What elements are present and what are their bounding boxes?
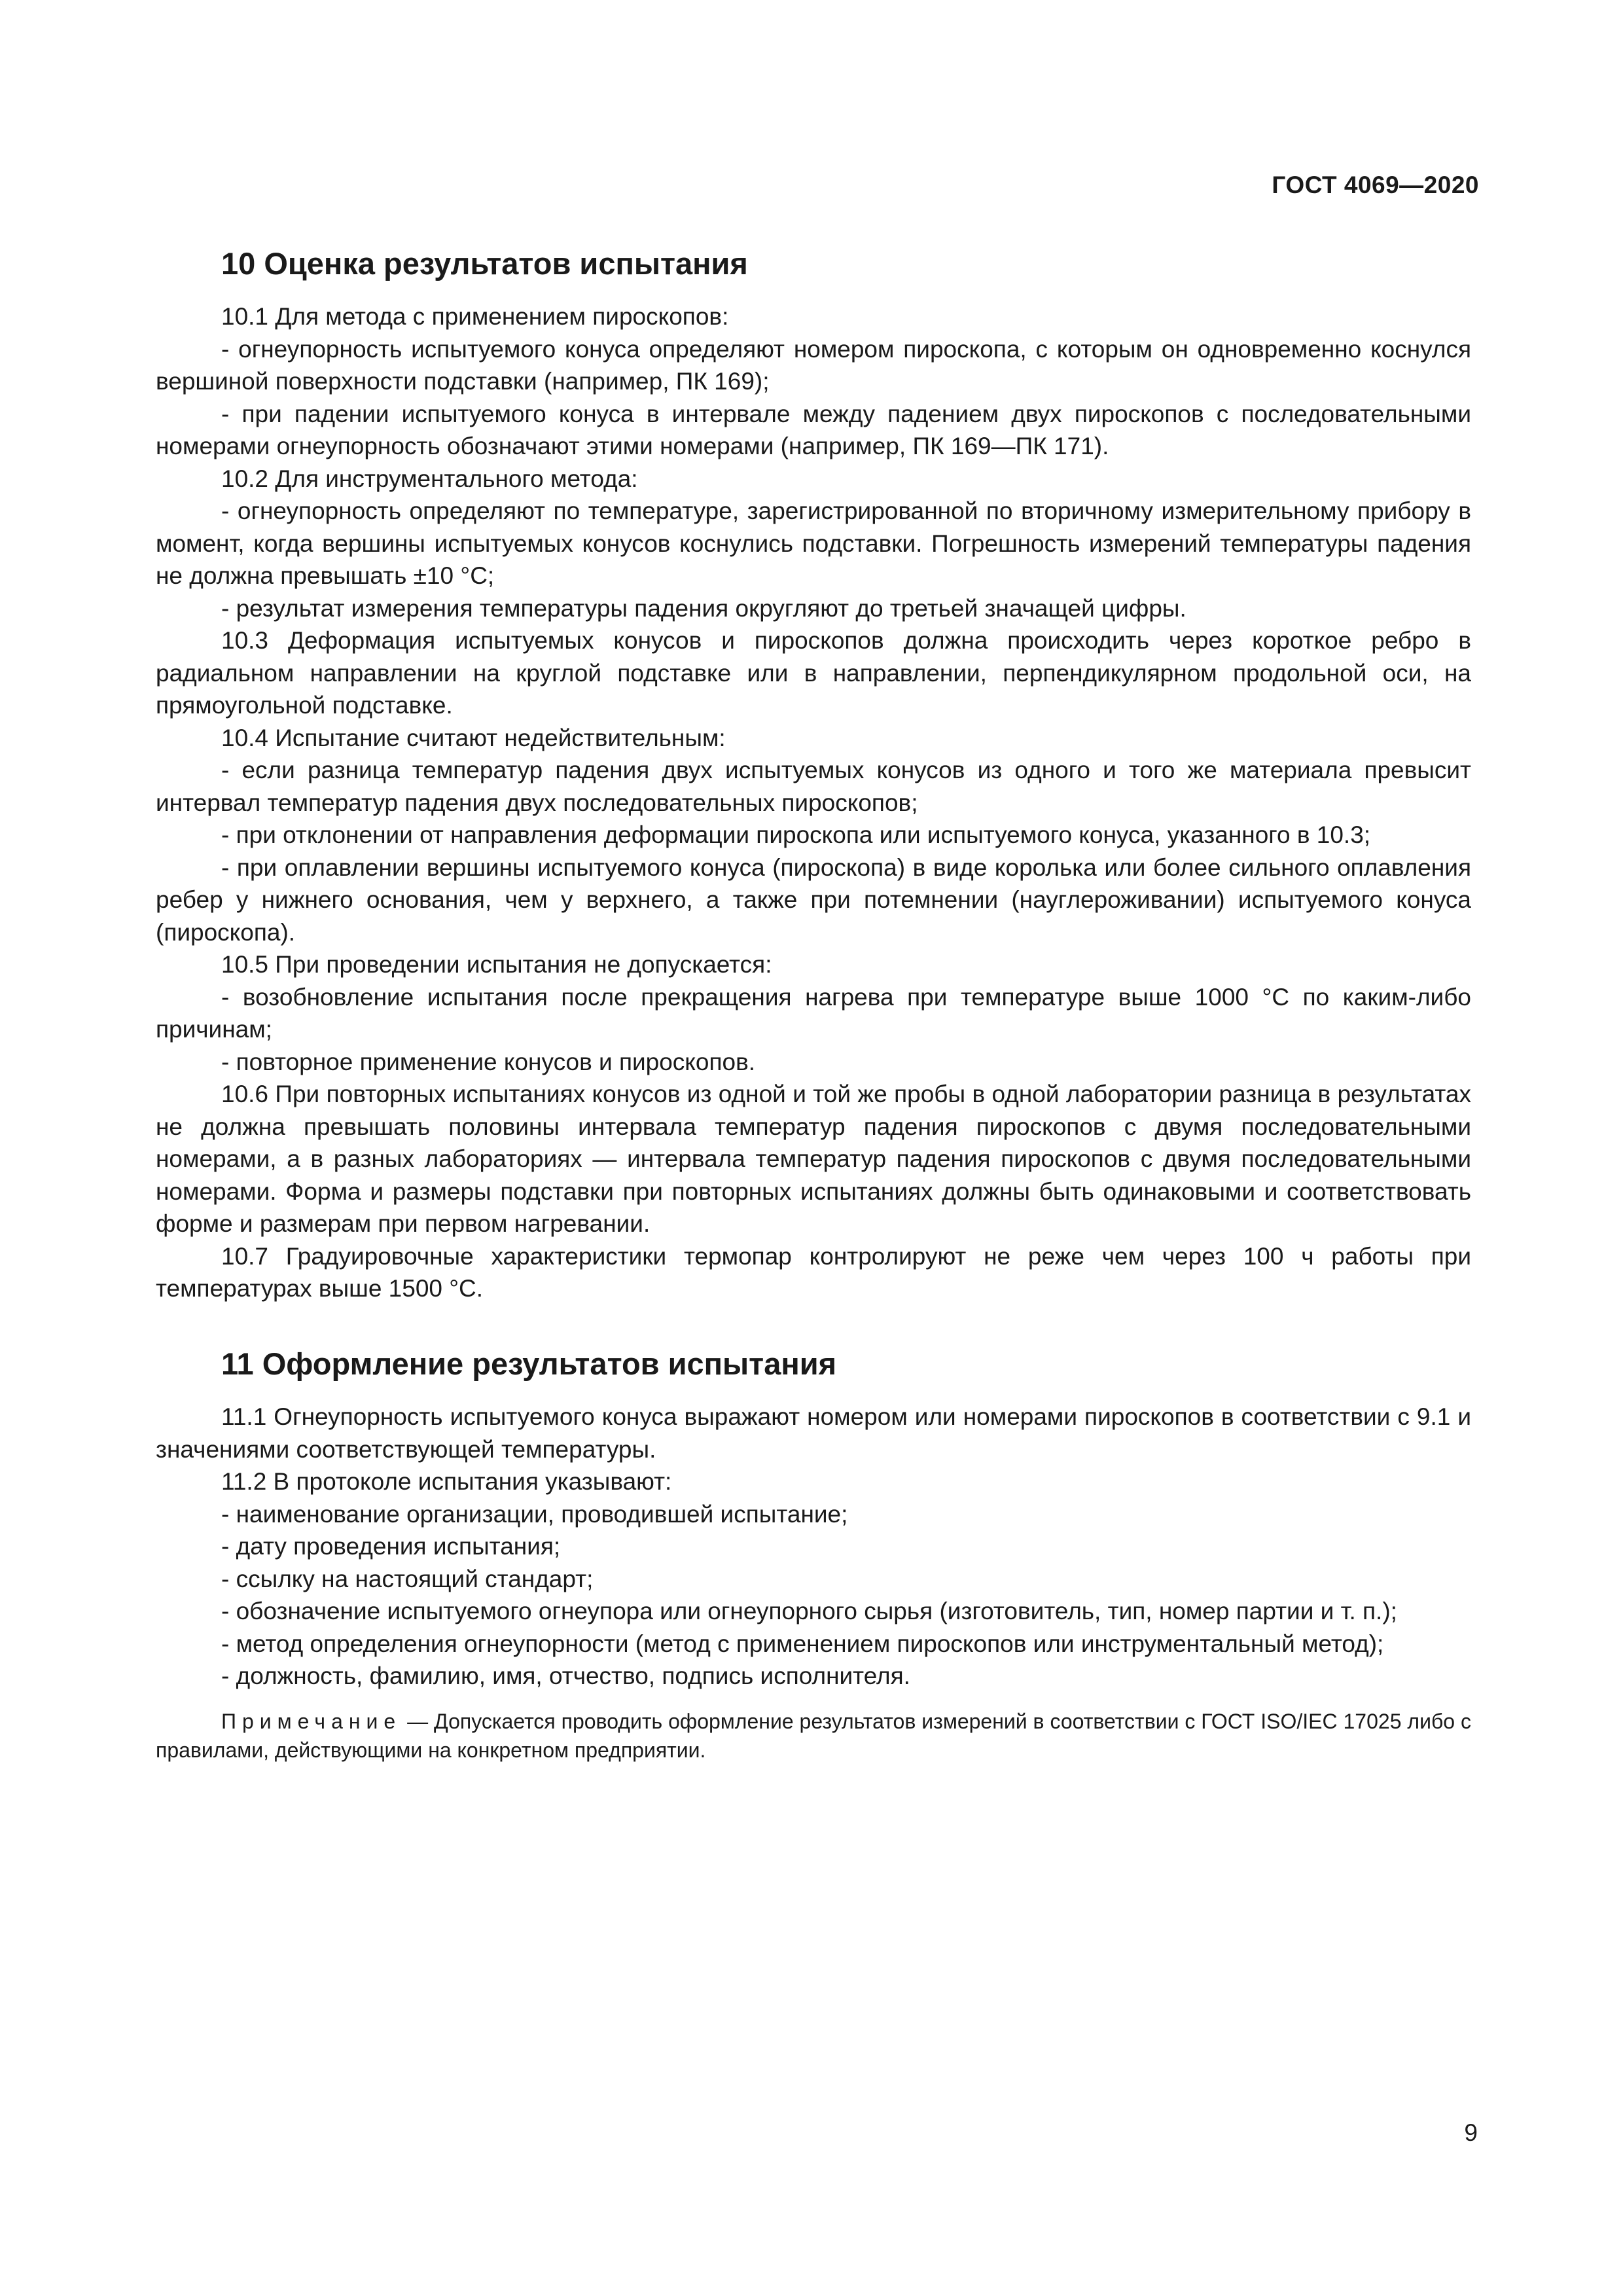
paragraph: 11.1 Огнеупорность испытуемого конуса выражают номером или номерами пироскопов в соответствии с 9.1 и значениями соответствующей температуры. <box>156 1403 1471 1463</box>
paragraph: - метод определения огнеупорности (метод с применением пироскопов или инструментальный метод); <box>221 1630 1384 1657</box>
paragraph: 10.5 При проведении испытания не допускается: <box>221 951 772 978</box>
paragraph: 10.3 Деформация испытуемых конусов и пироскопов должна происходить через короткое ребро в радиальном направлении на круглой подставке или в направлении, перпендикулярном продольной оси, на прямоугольной подставке. <box>156 627 1471 719</box>
paragraph: - огнеупорность определяют по температуре, зарегистрированной по вторичному измерительному прибору в момент, когда вершины испытуемых конусов коснулись подставки. Погрешность измерений температуры падения не должна превышать ±10 °С; <box>156 497 1471 590</box>
paragraph: 10.2 Для инструментального метода: <box>221 465 638 492</box>
paragraph: 10.1 Для метода с применением пироскопов: <box>221 303 729 331</box>
paragraph: - огнеупорность испытуемого конуса определяют номером пироскопа, с которым он одновременно коснулся вершиной поверхности подставки (например, ПК 169); <box>156 335 1471 395</box>
paragraph: 10.4 Испытание считают недействительным: <box>221 724 726 751</box>
section-10-body <box>156 300 1471 1305</box>
page-number: 9 <box>1464 2119 1478 2146</box>
paragraph: - при отклонении от направления деформации пироскопа или испытуемого конуса, указанного в 10.3; <box>221 821 1371 849</box>
page-content <box>156 245 1471 1765</box>
paragraph: 10.6 При повторных испытаниях конусов из одной и той же пробы в одной лаборатории разница в результатах не должна превышать половины интервала температур падения пироскопов с двумя последовательными номерами, а в разных лабораториях — интервала температур падения пироскопов с двумя последовательными номерами. Форма и размеры подставки при повторных испытаниях должны быть одинаковыми и соответствовать форме и размерам при первом нагревании. <box>156 1081 1471 1238</box>
section-11-body <box>156 1401 1471 1765</box>
paragraph: - ссылку на настоящий стандарт; <box>221 1565 594 1592</box>
paragraph: - дату проведения испытания; <box>221 1533 561 1560</box>
paragraph: 10.7 Градуировочные характеристики термопар контролируют не реже чем через 100 ч работы при температурах выше 1500 °С. <box>156 1242 1471 1302</box>
paragraph: - возобновление испытания после прекращения нагрева при температуре выше 1000 °С по каким-либо причинам; <box>156 983 1471 1043</box>
paragraph: - обозначение испытуемого огнеупора или огнеупорного сырья (изготовитель, тип, номер партии и т. п.); <box>221 1598 1397 1625</box>
document-code: ГОСТ 4069—2020 <box>1272 171 1479 198</box>
paragraph: - результат измерения температуры падения округляют до третьей значащей цифры. <box>221 594 1186 622</box>
paragraph: - если разница температур падения двух испытуемых конусов из одного и того же материала превысит интервал температур падения двух последовательных пироскопов; <box>156 757 1471 816</box>
section-10-title: 10 Оценка результатов испытания <box>221 246 748 281</box>
paragraph: - повторное применение конусов и пироскопов. <box>221 1048 756 1075</box>
note-label: Примечание <box>221 1709 402 1733</box>
section-11-title: 11 Оформление результатов испытания <box>221 1346 837 1381</box>
paragraph: 11.2 В протоколе испытания указывают: <box>221 1468 672 1496</box>
paragraph: - при падении испытуемого конуса в интервале между падением двух пироскопов с последовательными номерами огнеупорность обозначают этими номерами (например, ПК 169—ПК 171). <box>156 400 1471 460</box>
paragraph: - при оплавлении вершины испытуемого конуса (пироскопа) в виде королька или более сильного оплавления ребер у нижнего основания, чем у верхнего, а также при потемнении (науглероживании) испытуемого конуса (пироскопа). <box>156 853 1471 946</box>
note <box>156 1707 1471 1765</box>
note-text: — Допускается проводить оформление результатов измерений в соответствии с ГОСТ ISO/IEC 17025 либо с правилами, действующими на конкретном предприятии. <box>156 1709 1471 1762</box>
paragraph: - должность, фамилию, имя, отчество, подпись исполнителя. <box>221 1662 910 1690</box>
paragraph: - наименование организации, проводившей испытание; <box>221 1500 848 1528</box>
